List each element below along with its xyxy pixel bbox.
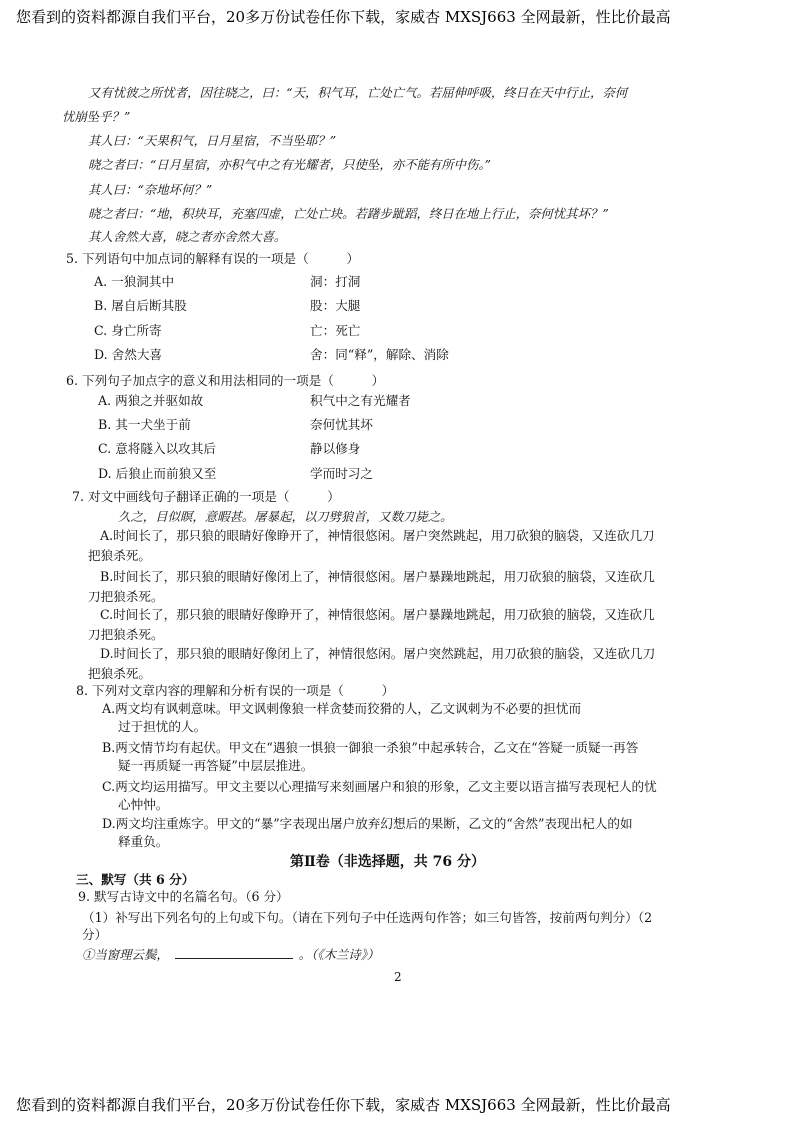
passage-line: 忧崩坠乎？”	[62, 109, 131, 124]
option-b-line: 刀把狼杀死。	[88, 589, 164, 604]
option-d-gloss: 舍：同“释”，解除、消除	[310, 347, 449, 362]
top-watermark-banner: 您看到的资料都源自我们平台，20多万份试卷任你下载，家威杏 MXSJ663 全网最新，性比价最高	[16, 8, 671, 26]
fill-item-1-suffix: 。（《木兰诗》）	[298, 947, 380, 962]
option-b: B. 屠自后断其股	[94, 298, 187, 313]
page-number: 2	[394, 970, 402, 984]
fill-item-1	[82, 946, 379, 964]
option-d-line: D.两文均注重炼字。甲文的“暴”字表现出屠户放弃幻想后的果断，乙文的“舍然”表现出杞人的如	[102, 816, 633, 831]
option-b-gloss: 股：大腿	[310, 298, 361, 313]
option-d: D. 后狼止而前狼又至	[98, 466, 217, 481]
option-d-line: 把狼杀死。	[88, 666, 151, 681]
option-d-line: D.时间长了，那只狼的眼睛好像闭上了，神情很悠闲。屠户突然跳起，用刀砍狼的脑袋，又连砍几刀	[100, 646, 656, 661]
option-b-line: B.时间长了，那只狼的眼睛好像闭上了，神情很悠闲。屠户暴躁地跳起，用刀砍狼的脑袋，又连砍几	[100, 569, 655, 584]
fill-item-1-prefix: ①当窗理云鬓，	[82, 947, 169, 962]
question-stem: 8. 下列对文章内容的理解和分析有误的一项是（ ）	[76, 683, 395, 698]
sub-question-1-cont: 分）	[82, 927, 108, 942]
option-c-line: 心忡忡。	[118, 797, 169, 812]
passage-line: 其人舍然大喜，晓之者亦舍然大喜。	[88, 229, 287, 244]
option-c-line: C.时间长了，那只狼的眼睛好像睁开了，神情很悠闲。屠户暴躁地跳起，用刀砍狼的脑袋，又连砍几	[100, 607, 655, 622]
option-c-compare: 静以修身	[310, 441, 361, 456]
option-a-line: 把狼杀死。	[88, 548, 151, 563]
question-stem: 6. 下列句子加点字的意义和用法相同的一项是（ ）	[66, 373, 385, 388]
passage-line: 其人曰：“天果积气，日月星宿，不当坠耶？”	[88, 133, 337, 148]
quoted-sentence: 久之，目似瞑，意暇甚。屠暴起，以刀劈狼首，又数刀毙之。	[118, 509, 453, 524]
option-a-gloss: 洞：打洞	[310, 274, 361, 289]
section-3-heading: 三、默写（共 6 分）	[76, 872, 195, 887]
sub-question-1: （1）补写出下列名句的上句或下句。（请在下列句子中任选两句作答；如三句皆答，按前两句判分）（2	[82, 910, 653, 925]
option-d-line: 释重负。	[118, 834, 169, 849]
option-b: B. 其一犬坐于前	[98, 417, 191, 432]
question-stem: 7. 对文中画线句子翻译正确的一项是（ ）	[72, 489, 340, 504]
option-c-line: 刀把狼杀死。	[88, 627, 164, 642]
option-a: A. 一狼洞其中	[94, 274, 175, 289]
option-c: C. 意将隧入以攻其后	[98, 441, 216, 456]
option-a: A. 两狼之并驱如故	[98, 393, 204, 408]
option-d-compare: 学而时习之	[310, 466, 373, 481]
option-d: D. 舍然大喜	[94, 347, 163, 362]
option-a-line: 过于担忧的人。	[118, 719, 207, 734]
option-a-line: A.时间长了，那只狼的眼睛好像睁开了，神情很悠闲。屠户突然跳起，用刀砍狼的脑袋，又连砍几刀	[100, 528, 655, 543]
bottom-watermark-banner: 您看到的资料都源自我们平台，20多万份试卷任你下载，家威杏 MXSJ663 全网最新，性比价最高	[16, 1096, 671, 1114]
passage-line: 晓之者曰：“日月星宿，亦积气中之有光耀者，只使坠，亦不能有所中伤。”	[88, 157, 491, 172]
option-a-compare: 积气中之有光耀者	[310, 393, 411, 408]
question-stem: 9. 默写古诗文中的名篇名句。（6 分）	[78, 889, 289, 904]
passage-line: 其人曰：“奈地坏何？”	[88, 182, 213, 197]
passage-line: 晓之者曰：“地，积块耳，充塞四虚，亡处亡块。若躇步跐蹈，终日在地上行止，奈何忧其坏？”	[88, 206, 609, 221]
answer-blank[interactable]	[175, 946, 293, 959]
option-c-line: C.两文均运用描写。甲文主要以心理描写来刻画屠户和狼的形象，乙文主要以语言描写表现杞人的忧	[102, 779, 657, 794]
option-c-gloss: 亡：死亡	[310, 323, 361, 338]
question-stem: 5. 下列语句中加点词的解释有误的一项是（ ）	[66, 251, 360, 266]
option-a-line: A.两文均有讽刺意味。甲文讽刺像狼一样贪婪而狡猾的人，乙文讽刺为不必要的担忧而	[102, 701, 582, 716]
option-b-compare: 奈何忧其坏	[310, 417, 373, 432]
passage-line: 又有忧彼之所忧者，因往晓之，曰：“天，积气耳，亡处亡气。若屈伸呼吸，终日在天中行止，奈何	[88, 85, 628, 100]
part-2-title: 第Ⅱ卷（非选择题，共 76 分）	[290, 854, 486, 870]
option-b-line: 疑一再质疑一再答疑”中层层推进。	[118, 758, 314, 773]
option-c: C. 身亡所寄	[94, 323, 162, 338]
option-b-line: B.两文情节均有起伏。甲文在“遇狼一惧狼一御狼一杀狼”中起承转合，乙文在“答疑一质疑一再答	[102, 740, 639, 755]
